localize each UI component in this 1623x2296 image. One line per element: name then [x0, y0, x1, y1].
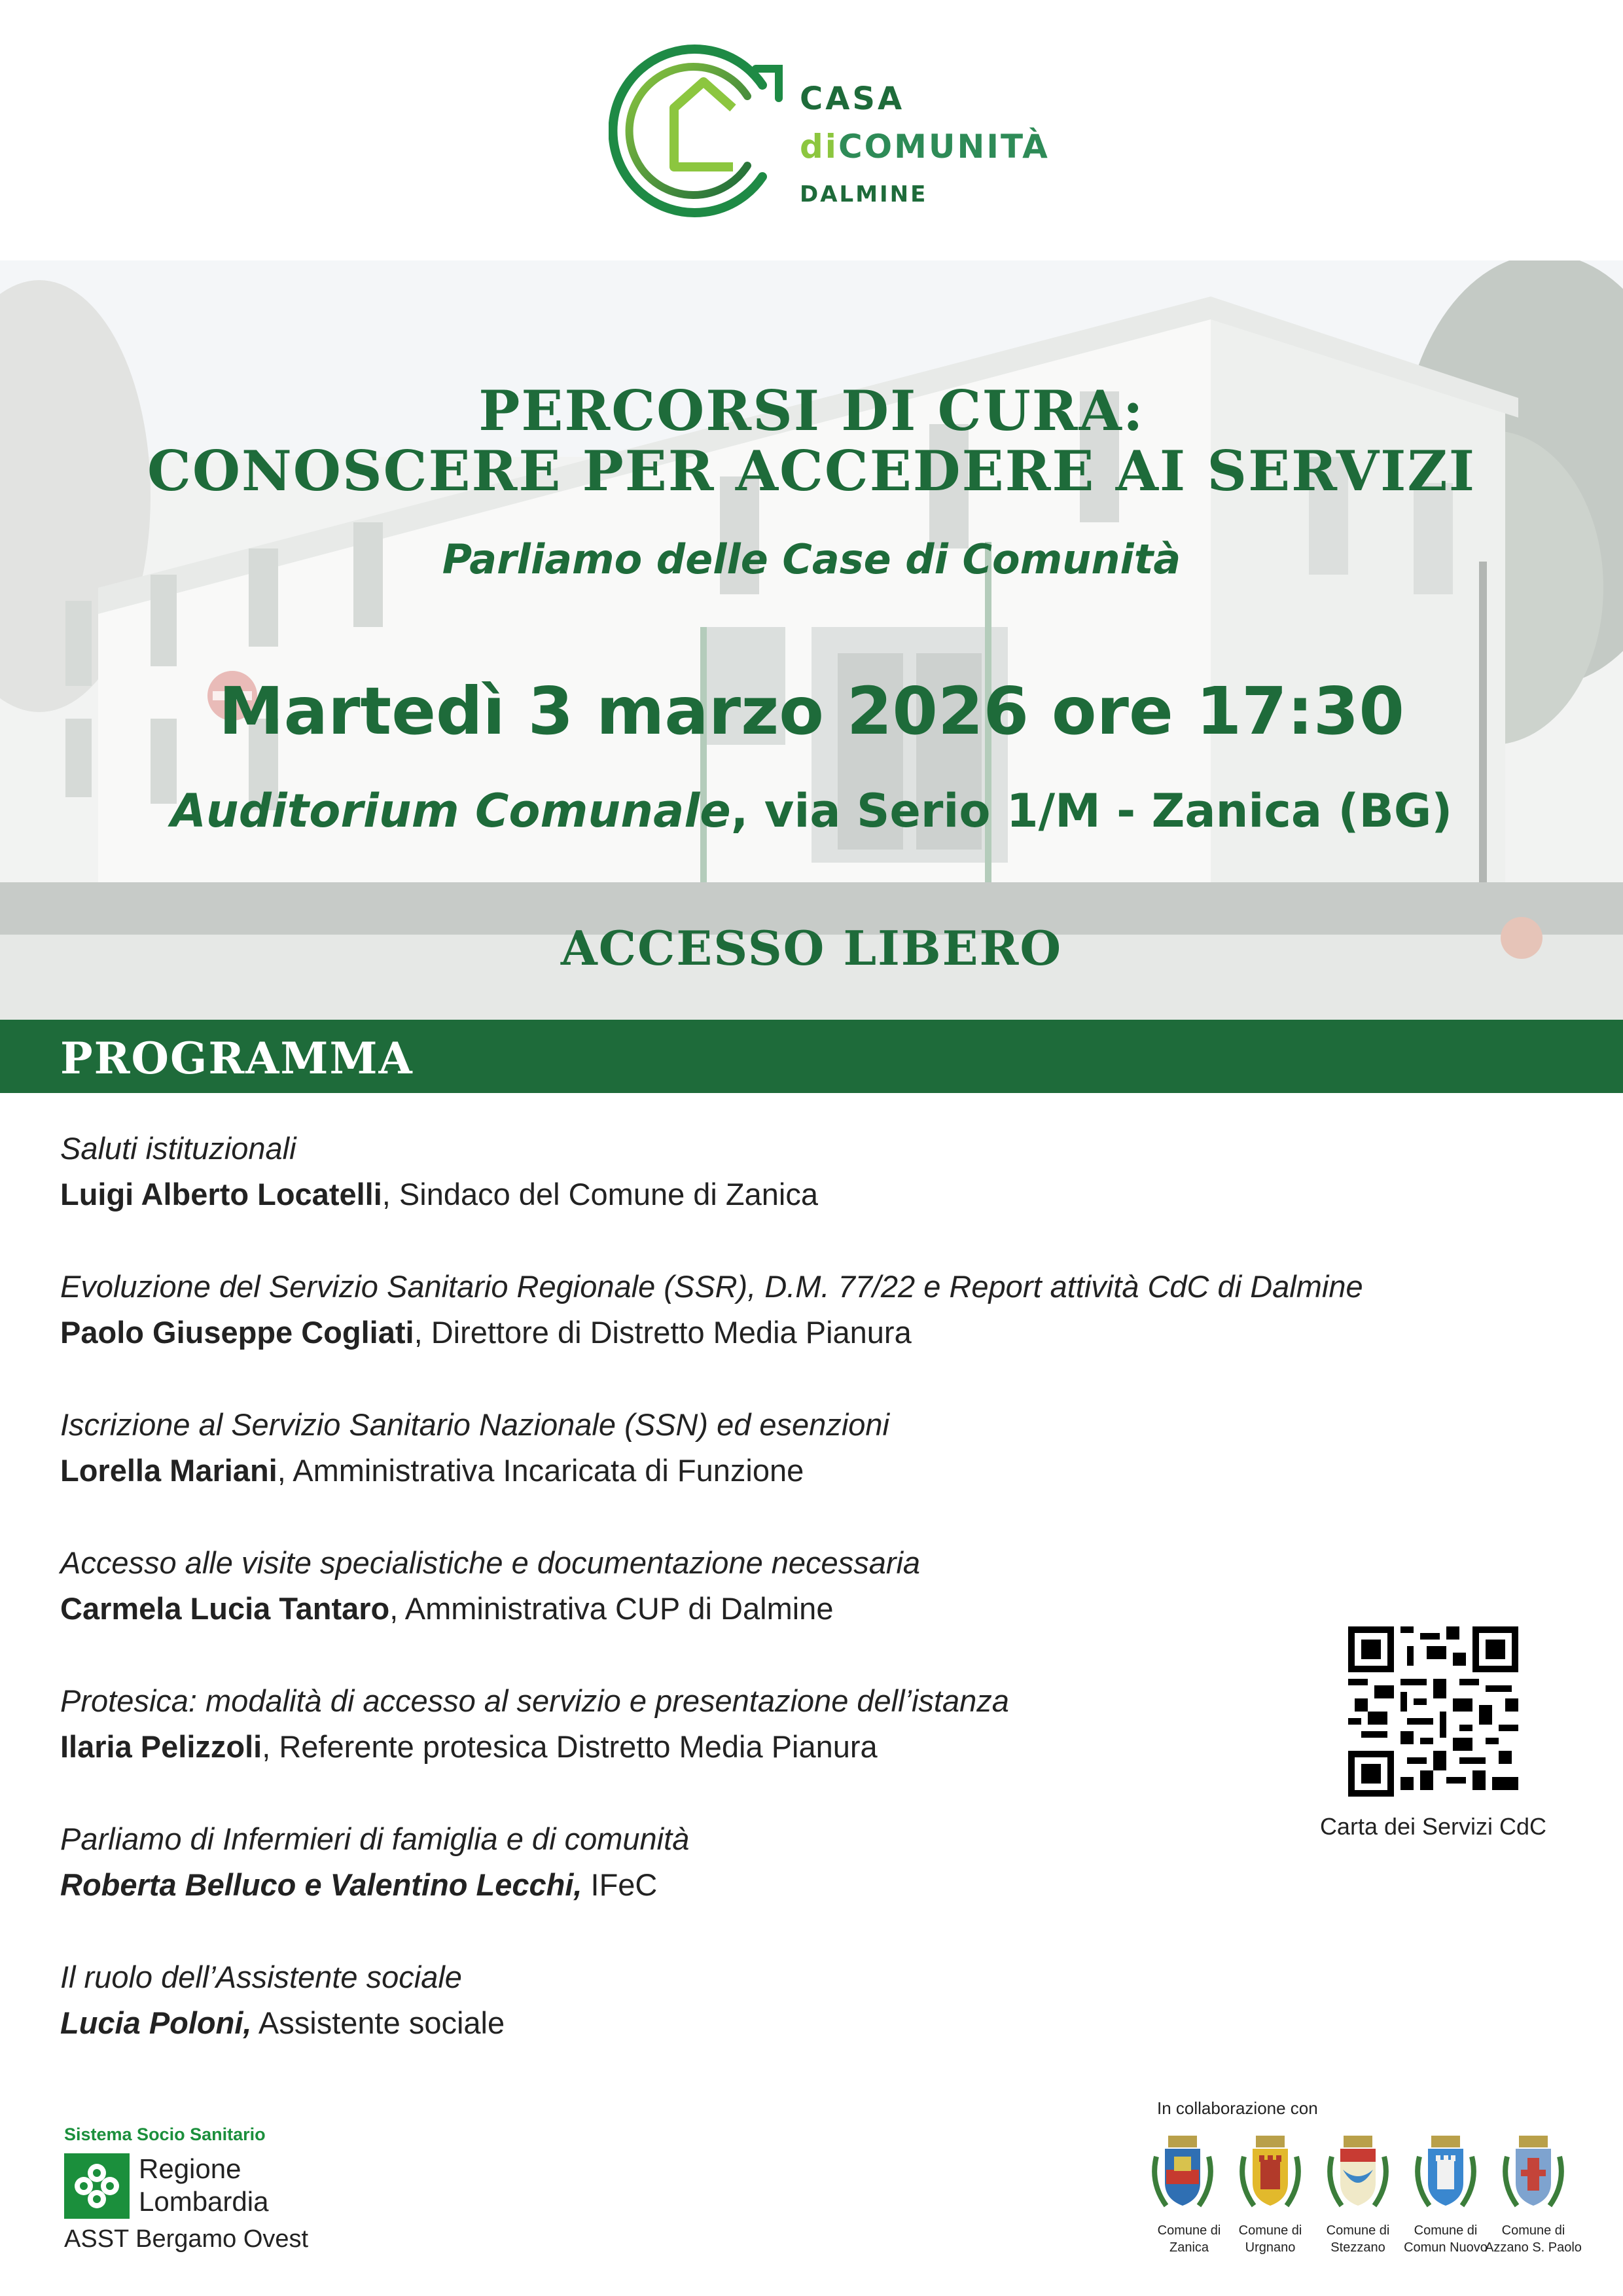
- hero-banner: [0, 260, 1623, 1020]
- municipality-caption-line2: Comun Nuovo: [1404, 2240, 1488, 2255]
- speaker-role: , Amministrativa CUP di Dalmine: [389, 1591, 834, 1626]
- event-title-line1: PERCORSI DI CURA:: [478, 378, 1145, 443]
- program-speaker-line: [60, 1172, 1565, 1217]
- asst-name: ASST Bergamo Ovest: [64, 2225, 309, 2253]
- program-item: [60, 1402, 1565, 1540]
- qr-code[interactable]: [1348, 1626, 1518, 1797]
- municipality-caption-line1: Comune di: [1501, 2223, 1565, 2238]
- program-item: [60, 1954, 1565, 2092]
- program-speaker-line: [60, 1724, 1565, 1770]
- program-list: [60, 1126, 1565, 2092]
- speaker-role: IFeC: [582, 1867, 658, 1902]
- venue-name: Auditorium Comunale: [170, 784, 731, 838]
- program-speaker-line: [60, 1448, 1565, 1494]
- region-name-line2: Lombardia: [139, 2186, 269, 2217]
- collaboration-label: In collaborazione con: [1157, 2098, 1318, 2118]
- program-item: [60, 1264, 1565, 1402]
- municipality-caption-line1: Comune di: [1414, 2223, 1478, 2238]
- speaker-role: , Direttore di Distretto Media Pianura: [414, 1315, 912, 1350]
- speaker-role: , Amministrativa Incaricata di Funzione: [277, 1453, 804, 1488]
- speaker-name: Lorella Mariani: [60, 1453, 277, 1488]
- program-speaker-line: [60, 1862, 1565, 1908]
- azzano-san-paolo-crest-icon: [1497, 2130, 1569, 2215]
- program-topic: Saluti istituzionali: [60, 1131, 296, 1166]
- free-access-label: ACCESSO LIBERO: [560, 920, 1063, 976]
- program-speaker-line: [60, 1586, 1565, 1632]
- event-venue: [0, 784, 1623, 838]
- municipality-caption-line1: Comune di: [1157, 2223, 1221, 2238]
- speaker-role: , Referente protesica Distretto Media Pianura: [262, 1729, 878, 1764]
- logo-word-comunita-text: COMUNITÀ: [838, 128, 1050, 166]
- municipality-caption-line1: Comune di: [1238, 2223, 1302, 2238]
- comun-nuovo-crest-icon: [1410, 2130, 1482, 2215]
- event-subtitle: Parliamo delle Case di Comunità: [442, 535, 1181, 583]
- municipality-caption-line2: Stezzano: [1330, 2240, 1385, 2255]
- casa-comunita-logo-mark: [609, 36, 798, 226]
- program-topic: Il ruolo dell’Assistente sociale: [60, 1960, 462, 1994]
- system-label: Sistema Socio Sanitario: [64, 2125, 266, 2144]
- stezzano-crest-icon: [1322, 2130, 1394, 2215]
- municipality-caption-line2: Urgnano: [1245, 2240, 1296, 2255]
- municipality-caption-line2: Azzano S. Paolo: [1485, 2240, 1582, 2255]
- venue-address: , via Serio 1/M - Zanica (BG): [730, 784, 1453, 838]
- casa-comunita-logo: [609, 36, 1067, 226]
- program-item: [60, 1678, 1565, 1816]
- speaker-name: Luigi Alberto Locatelli: [60, 1177, 382, 1211]
- program-topic: Evoluzione del Servizio Sanitario Regionale (SSR), D.M. 77/22 e Report attività CdC di Dalmine: [60, 1269, 1363, 1304]
- urgnano-crest-icon: [1234, 2130, 1306, 2215]
- municipality-caption-line1: Comune di: [1326, 2223, 1390, 2238]
- regione-lombardia-logo-icon: [64, 2153, 130, 2219]
- hero-veil: [0, 260, 1623, 1020]
- region-name-line1: Regione: [139, 2153, 241, 2184]
- event-date: Martedì 3 marzo 2026 ore 17:30: [219, 673, 1404, 749]
- program-topic: Iscrizione al Servizio Sanitario Nazionale (SSN) ed esenzioni: [60, 1407, 889, 1442]
- speaker-name: Lucia Poloni,: [60, 2005, 252, 2040]
- speaker-role: , Sindaco del Comune di Zanica: [382, 1177, 818, 1211]
- municipality-caption-line2: Zanica: [1169, 2240, 1209, 2255]
- program-speaker-line: [60, 1310, 1565, 1355]
- speaker-name: Roberta Belluco e Valentino Lecchi,: [60, 1867, 582, 1902]
- program-speaker-line: [60, 2000, 1565, 2046]
- program-topic: Accesso alle visite specialistiche e documentazione necessaria: [60, 1545, 921, 1580]
- program-item: [60, 1540, 1565, 1678]
- municipality-caption: [1481, 2222, 1586, 2256]
- speaker-name: Carmela Lucia Tantaro: [60, 1591, 390, 1626]
- program-topic: Protesica: modalità di accesso al servizio e presentazione dell’istanza: [60, 1683, 1009, 1718]
- logo-word-casa: CASA: [800, 81, 905, 117]
- program-heading: PROGRAMMA: [60, 1033, 414, 1084]
- logo-word-comunita: [800, 128, 1050, 166]
- event-title-line2: CONOSCERE PER ACCEDERE AI SERVIZI: [147, 439, 1476, 503]
- zanica-crest-icon: [1147, 2130, 1219, 2215]
- program-header-bar: [0, 1020, 1623, 1093]
- speaker-name: Ilaria Pelizzoli: [60, 1729, 262, 1764]
- speaker-name: Paolo Giuseppe Cogliati: [60, 1315, 414, 1350]
- qr-caption: Carta dei Servizi CdC: [1319, 1813, 1547, 1840]
- program-topic: Parliamo di Infermieri di famiglia e di comunità: [60, 1821, 690, 1856]
- speaker-role: Assistente sociale: [251, 2005, 505, 2040]
- logo-word-di: di: [800, 128, 838, 166]
- logo-word-dalmine: DALMINE: [800, 181, 928, 207]
- program-item: [60, 1126, 1565, 1264]
